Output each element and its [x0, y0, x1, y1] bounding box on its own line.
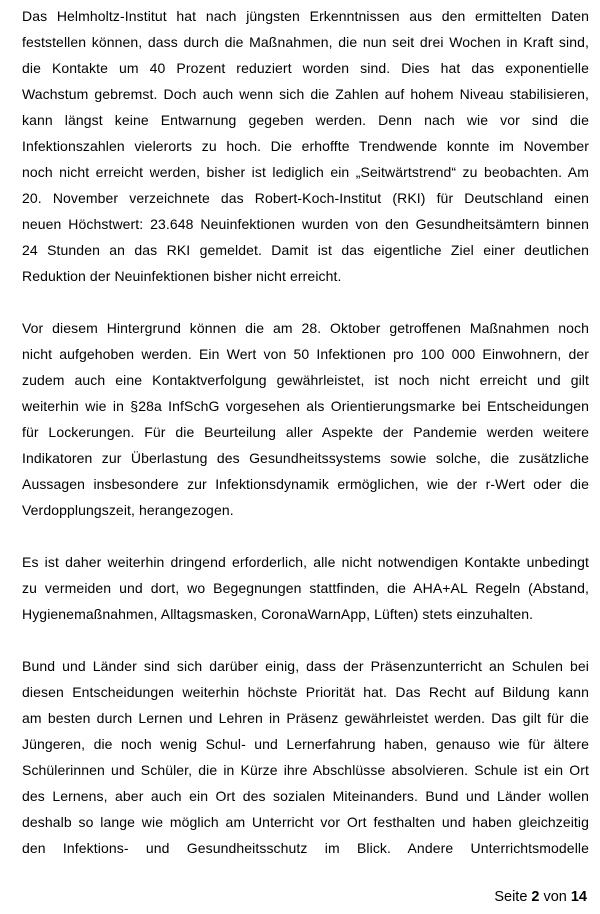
text-line: neuen Höchstwert: 23.648 Neuinfektionen wurden von den Gesundheitsämtern binnen — [22, 216, 589, 232]
text-line: feststellen können, dass durch die Maßnahmen, die nun seit drei Wochen in Kraft sind, — [22, 34, 589, 50]
current-page-number: 2 — [531, 889, 540, 905]
text-line: Aussagen insbesondere zur Infektionsdynamik ermöglichen, wie der r-Wert oder die — [22, 476, 589, 492]
text-line: kann längst keine Entwarnung gegeben werden. Denn nach wie vor sind die — [22, 112, 589, 128]
text-line: Das Helmholtz-Institut hat nach jüngsten Erkenntnissen aus den ermittelten Daten — [22, 8, 589, 24]
text-line: Vor diesem Hintergrund können die am 28. Oktober getroffenen Maßnahmen noch — [22, 320, 589, 336]
footer-page-label-prefix: Seite — [494, 889, 528, 905]
text-line: am besten durch Lernen und Lehren in Präsenz gewährleistet werden. Das gilt für die — [22, 710, 589, 726]
text-line: den Infektions- und Gesundheitsschutz im Blick. Andere Unterrichtsmodelle — [22, 840, 589, 856]
text-line: deshalb so lange wie möglich am Unterricht vor Ort festhalten und haben gleichzeitig — [22, 814, 589, 830]
paragraph — [22, 3, 589, 289]
text-line: Schülerinnen und Schüler, die in Kürze ihre Abschlüsse absolvieren. Schule ist ein Ort — [22, 762, 589, 778]
text-line: Reduktion der Neuinfektionen bisher nicht erreicht. — [22, 268, 342, 284]
text-line: Infektionszahlen vielerorts zu hoch. Die erhoffte Trendwende konnte im November — [22, 138, 589, 154]
text-line: Hygienemaßnahmen, Alltagsmasken, CoronaWarnApp, Lüften) stets einzuhalten. — [22, 606, 534, 622]
text-line: Es ist daher weiterhin dringend erforderlich, alle nicht notwendigen Kontakte unbedingt — [22, 554, 589, 570]
text-line: Bund und Länder sind sich darüber einig, dass der Präsenzunterricht an Schulen bei — [22, 658, 589, 674]
text-line: diesen Entscheidungen weiterhin höchste Priorität hat. Das Recht auf Bildung kann — [22, 684, 589, 700]
paragraph — [22, 315, 589, 523]
text-line: Jüngeren, die noch wenig Schul- und Lernerfahrung haben, genauso wie für ältere — [22, 736, 589, 752]
page-footer — [494, 890, 587, 905]
paragraph — [22, 549, 589, 627]
text-line: 20. November verzeichnete das Robert-Koch-Institut (RKI) für Deutschland einen — [22, 190, 589, 206]
text-line: Wachstum gebremst. Doch auch wenn sich die Zahlen auf hohem Niveau stabilisieren, — [22, 86, 589, 102]
document-body — [22, 3, 589, 861]
text-line: Verdopplungszeit, herangezogen. — [22, 502, 234, 518]
footer-page-label-middle: von — [543, 889, 567, 905]
text-line: weiterhin wie in §28a InfSchG vorgesehen als Orientierungsmarke bei Entscheidungen — [22, 398, 589, 414]
text-line: 24 Stunden an das RKI gemeldet. Damit ist das eigentliche Ziel einer deutlichen — [22, 242, 589, 258]
text-line: für Lockerungen. Für die Beurteilung aller Aspekte der Pandemie werden weitere — [22, 424, 589, 440]
total-pages-number: 14 — [570, 889, 587, 905]
text-line: die Kontakte um 40 Prozent reduziert worden sind. Dies hat das exponentielle — [22, 60, 589, 76]
text-line: des Lernens, aber auch ein Ort des sozialen Miteinanders. Bund und Länder wollen — [22, 788, 589, 804]
text-line: zudem auch eine Kontaktverfolgung gewährleistet, ist noch nicht erreicht und gilt — [22, 372, 589, 388]
paragraph — [22, 653, 589, 861]
text-line: nicht aufgehoben werden. Ein Wert von 50 Infektionen pro 100 000 Einwohnern, der — [22, 346, 589, 362]
text-line: Indikatoren zur Überlastung des Gesundheitssystems sowie solche, die zusätzliche — [22, 450, 589, 466]
text-line: zu vermeiden und dort, wo Begegnungen stattfinden, die AHA+AL Regeln (Abstand, — [22, 580, 589, 596]
text-line: noch nicht erreicht werden, bisher ist lediglich ein „Seitwärtstrend“ zu beobachten. Am — [22, 164, 589, 180]
